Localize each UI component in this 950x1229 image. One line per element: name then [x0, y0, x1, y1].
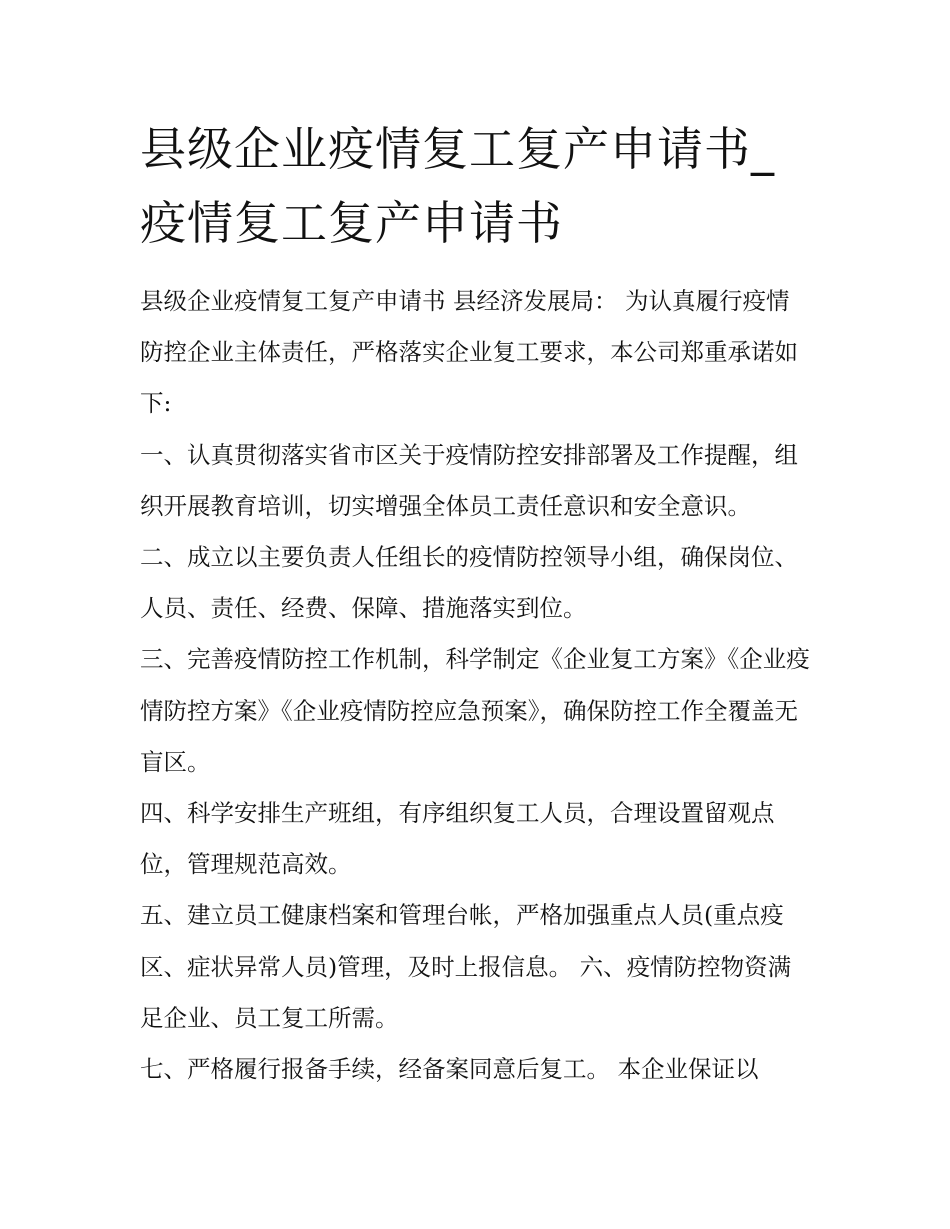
paragraph-item-1: 一、认真贯彻落实省市区关于疫情防控安排部署及工作提醒，组织开展教育培训，切实增强全体员工责任意识和安全意识。	[140, 440, 798, 520]
paragraph-intro: 县级企业疫情复工复产申请书 县经济发展局： 为认真履行疫情防控企业主体责任，严格落实企业复工要求，本公司郑重承诺如下:	[140, 287, 798, 418]
title-line-2: 疫情复工复产申请书	[140, 196, 563, 250]
paragraph-item-4: 四、科学安排生产班组，有序组织复工人员，合理设置留观点位，管理规范高效。	[140, 799, 775, 879]
paragraph-item-2: 二、成立以主要负责人任组长的疫情防控领导小组，确保岗位、人员、责任、经费、保障、措施落实到位。	[140, 543, 798, 623]
document-title	[140, 112, 812, 260]
document-content	[140, 112, 812, 1095]
paragraph-item-3: 三、完善疫情防控工作机制，科学制定《企业复工方案》《企业疫情防控方案》《企业疫情防控应急预案》，确保防控工作全覆盖无盲区。	[140, 645, 810, 776]
document-body	[140, 276, 812, 1095]
paragraph-item-5: 五、建立员工健康档案和管理台帐，严格加强重点人员(重点疫区、症状异常人员)管理，及时上报信息。 六、疫情防控物资满足企业、员工复工所需。	[140, 901, 792, 1032]
title-line-1: 县级企业疫情复工复产申请书_	[140, 122, 775, 176]
paragraph-item-7: 七、严格履行报备手续，经备案同意后复工。 本企业保证以	[140, 1055, 759, 1084]
